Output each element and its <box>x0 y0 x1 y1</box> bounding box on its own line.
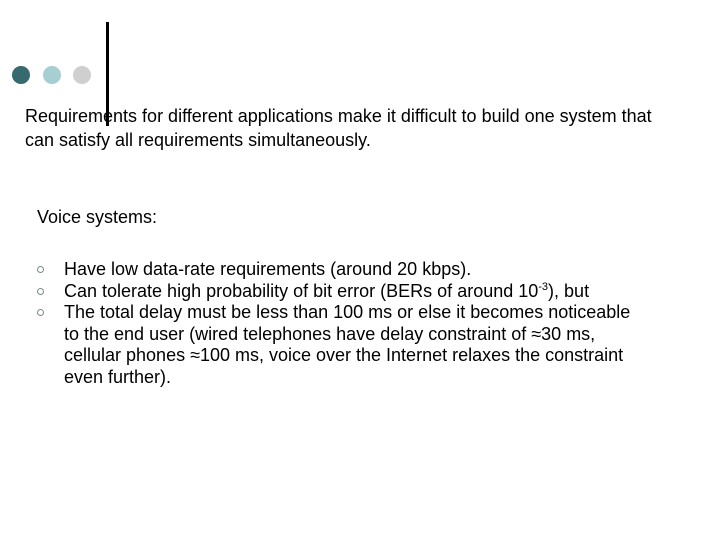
bullet-text: The total delay must be less than 100 ms or else it becomes noticeable to the end user (wired telephones have delay constraint of ≈30 ms, cellular phones ≈100 ms, voice over the Internet relaxes the constraint even further). <box>64 302 631 387</box>
bullet-circle-icon <box>37 266 44 273</box>
bullet-text: Can tolerate high probability of bit error (BERs of around 10 <box>64 280 539 301</box>
bullet-item-delay <box>37 302 647 388</box>
decor-dot-2 <box>43 66 61 84</box>
bullet-item-bit-error <box>37 281 647 303</box>
bullet-circle-icon <box>37 309 44 316</box>
bullet-text-suffix: ), but <box>548 280 590 301</box>
bullet-circle-icon <box>37 288 44 295</box>
section-heading: Voice systems: <box>37 207 158 227</box>
decor-dot-3 <box>73 66 91 84</box>
bullet-superscript: -3 <box>538 280 549 293</box>
bullet-item-data-rate <box>37 259 647 281</box>
bullet-list <box>37 259 647 388</box>
intro-paragraph: Requirements for different applications make it difficult to build one system that can satisfy all requirements simultaneously. <box>25 106 652 150</box>
bullet-text: Have low data-rate requirements (around 20 kbps). <box>64 259 472 279</box>
decor-dot-1 <box>12 66 30 84</box>
